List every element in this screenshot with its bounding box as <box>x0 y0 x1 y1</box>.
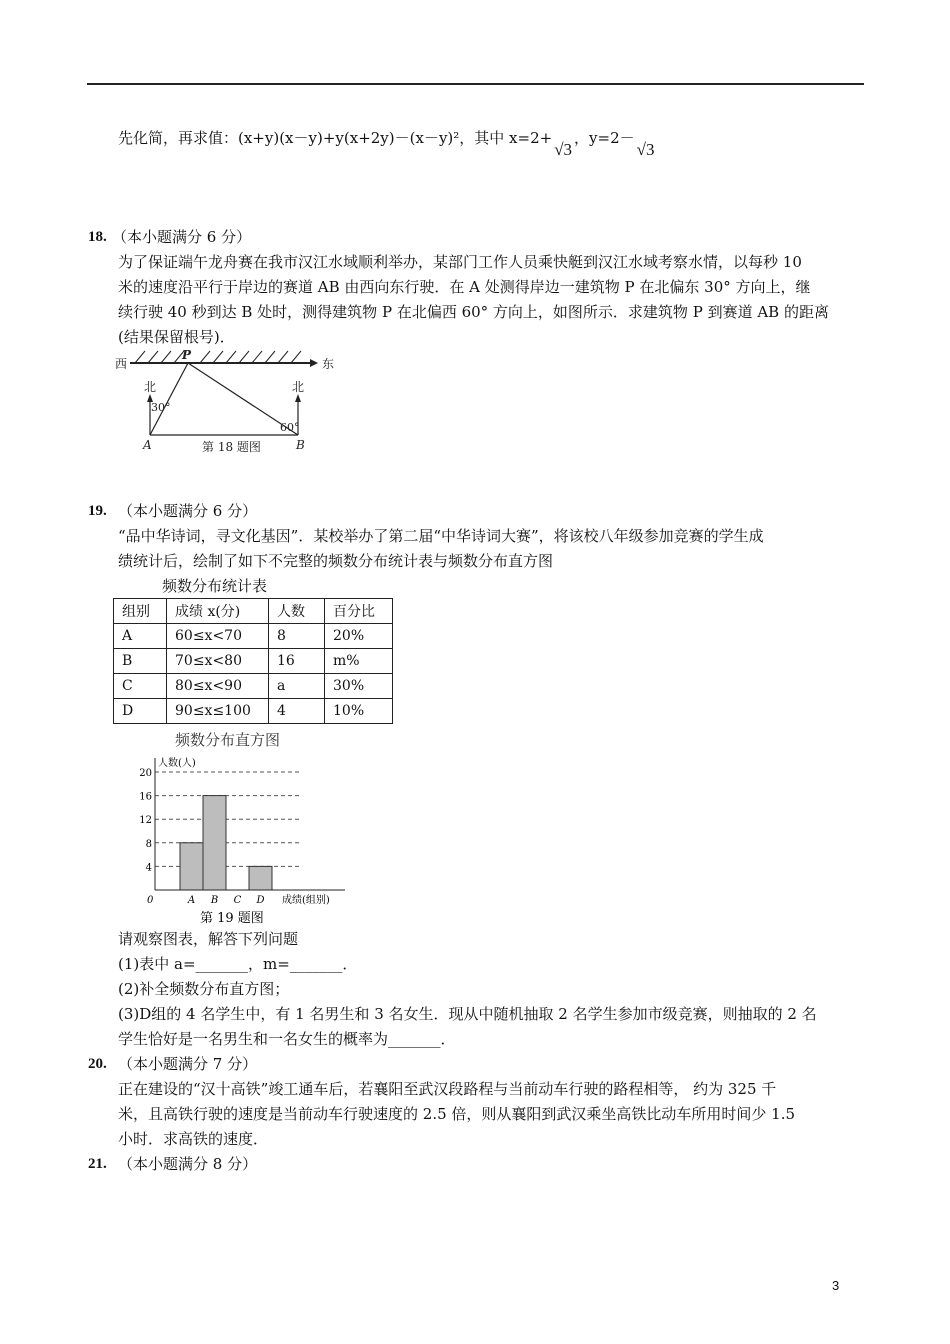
q19-line: 学生恰好是一名男生和一名女生的概率为_______． <box>118 1030 456 1048</box>
origin-label: 0 <box>147 895 154 906</box>
header-cell: 百分比 <box>325 599 393 624</box>
q20-number: 20. <box>88 1056 107 1072</box>
q18-line: 续行驶 40 秒到达 B 处时，测得建筑物 P 在北偏西 60° 方向上，如图所示．求建筑物 P 到赛道 AB 的距离 <box>118 303 829 321</box>
label-P: P <box>182 348 192 362</box>
cell: 8 <box>269 624 325 649</box>
table-title: 频数分布统计表 <box>162 577 268 595</box>
cell: a <box>269 674 325 699</box>
label-north-a: 北 <box>144 380 157 394</box>
chart-caption: 第 19 题图 <box>200 911 264 926</box>
cell: 90≤x≤100 <box>167 699 269 724</box>
q18-figure <box>110 345 340 460</box>
sqrt3-a: √3 <box>554 140 573 159</box>
label-B: B <box>296 438 305 452</box>
cell: B <box>114 649 167 674</box>
label-east: 东 <box>322 357 335 371</box>
q19-line: (3)D组的 4 名学生中，有 1 名男生和 3 名女生．现从中随机抽取 2 名学生参加市级竞赛，则抽取的 2 名 <box>118 1005 817 1023</box>
header-cell: 组别 <box>114 599 167 624</box>
bar-B <box>203 796 226 890</box>
table-row <box>114 699 393 724</box>
q21-number: 21. <box>88 1156 107 1172</box>
x-tick-label: B <box>210 895 219 906</box>
table-row <box>114 649 393 674</box>
cell: m% <box>325 649 393 674</box>
cell: 20% <box>325 624 393 649</box>
x-tick-label: A <box>187 895 196 906</box>
histogram <box>110 730 360 928</box>
table-row <box>114 674 393 699</box>
q19-line: 请观察图表，解答下列问题 <box>118 930 299 948</box>
bar-D <box>249 866 272 890</box>
x-tick-label: D <box>256 895 265 906</box>
q17-y-value: ，y=2－ <box>574 129 635 147</box>
q18-line: 米的速度沿平行于岸边的赛道 AB 由西向东行驶．在 A 处测得岸边一建筑物 P 在北偏东 30° 方向上，继 <box>118 278 811 296</box>
header-rule <box>87 83 864 85</box>
q19-line: “品中华诗词，寻文化基因”．某校举办了第二届“中华诗词大赛”，将该校八年级参加竞赛的学生成 <box>118 527 764 545</box>
header-cell: 成绩 x(分) <box>167 599 269 624</box>
q17-expression: 先化简，再求值：(x+y)(x－y)+y(x+2y)－(x－y)²，其中 x=2+ <box>118 129 553 147</box>
cell: 16 <box>269 649 325 674</box>
q19-line: 绩统计后，绘制了如下不完整的频数分布统计表与频数分布直方图 <box>118 552 554 570</box>
page-number: 3 <box>832 1278 840 1293</box>
angle-a: 30° <box>151 401 171 414</box>
y-tick-label: 16 <box>139 791 152 803</box>
label-west: 西 <box>115 357 128 371</box>
q19-number: 19. <box>88 503 107 519</box>
sqrt3-b: √3 <box>636 140 655 159</box>
q20-line: 米，且高铁行驶的速度是当前动车行驶速度的 2.5 倍，则从襄阳到武汉乘坐高铁比动车所用时间少 1.5 <box>118 1105 796 1123</box>
cell: 60≤x<70 <box>167 624 269 649</box>
header-cell: 人数 <box>269 599 325 624</box>
table-header <box>114 599 393 624</box>
cell: C <box>114 674 167 699</box>
q20-points: （本小题满分 7 分） <box>118 1055 258 1073</box>
y-tick-label: 20 <box>139 768 152 779</box>
y-tick-label: 8 <box>145 838 152 850</box>
q19-line: (2)补全频数分布直方图； <box>118 980 290 998</box>
q20-line: 正在建设的“汉十高铁”竣工通车后，若襄阳至武汉段路程与当前动车行驶的路程相等， 约为 325 千 <box>118 1080 777 1098</box>
cell: 30% <box>325 674 393 699</box>
y-tick-label: 4 <box>145 862 152 874</box>
q19-points: （本小题满分 6 分） <box>118 502 258 520</box>
label-A: A <box>143 438 152 452</box>
bar-A <box>180 843 203 890</box>
label-north-b: 北 <box>292 380 305 394</box>
q21-points: （本小题满分 8 分） <box>118 1155 258 1173</box>
q18-number: 18. <box>88 229 107 245</box>
q17-text <box>118 128 656 159</box>
q18-points: （本小题满分 6 分） <box>112 228 252 246</box>
angle-b: 60° <box>280 421 300 434</box>
x-tick-label: C <box>233 895 242 906</box>
q18-line: (结果保留根号)． <box>118 328 235 346</box>
cell: 4 <box>269 699 325 724</box>
cell: 80≤x<90 <box>167 674 269 699</box>
q20-line: 小时．求高铁的速度． <box>118 1130 269 1148</box>
cell: D <box>114 699 167 724</box>
chart-title: 频数分布直方图 <box>175 731 281 749</box>
cell: 70≤x<80 <box>167 649 269 674</box>
table-row <box>114 624 393 649</box>
q19-line: (1)表中 a=_______，m=_______． <box>118 955 358 973</box>
frequency-table <box>113 598 393 724</box>
q18-line: 为了保证端午龙舟赛在我市汉江水域顺利举办，某部门工作人员乘快艇到汉江水域考察水情，以每秒 10 <box>118 253 802 271</box>
figure-caption: 第 18 题图 <box>202 440 261 454</box>
x-axis-label: 成绩(组别) <box>282 895 330 906</box>
cell: 10% <box>325 699 393 724</box>
y-tick-label: 12 <box>139 815 152 827</box>
y-axis-label: 人数(人) <box>158 758 196 769</box>
cell: A <box>114 624 167 649</box>
